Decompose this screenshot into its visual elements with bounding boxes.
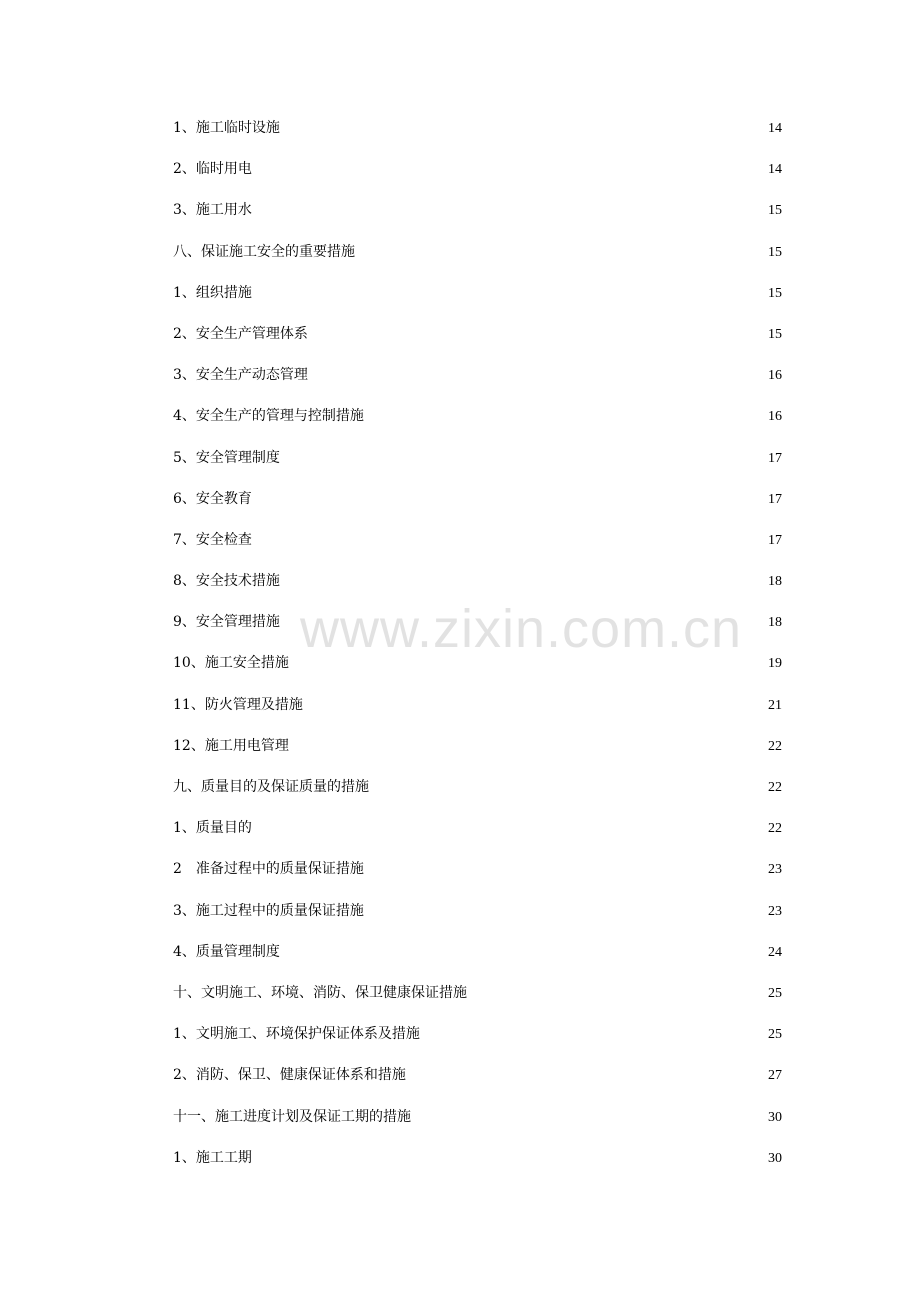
toc-entry-title: 1、施工临时设施	[173, 120, 280, 136]
toc-entry-page: 22	[768, 738, 782, 754]
toc-entry[interactable]	[173, 859, 782, 900]
toc-entry-title: 十、文明施工、环境、消防、保卫健康保证措施	[173, 984, 467, 1001]
toc-entry[interactable]	[173, 777, 782, 818]
toc-entry-page: 27	[768, 1068, 782, 1084]
toc-entry[interactable]	[173, 118, 782, 159]
toc-entry-title: 2、安全生产管理体系	[173, 325, 308, 342]
toc-entry-page: 25	[768, 1027, 782, 1043]
toc-entry-page: 15	[768, 203, 782, 219]
toc-entry-title: 1、施工工期	[173, 1149, 252, 1166]
toc-entry[interactable]	[173, 365, 782, 406]
toc-entry-title: 11、防火管理及措施	[173, 696, 303, 713]
toc-entry-title: 3、安全生产动态管理	[173, 367, 308, 384]
toc-entry[interactable]	[173, 283, 782, 324]
toc-entry-title: 2、临时用电	[173, 161, 252, 178]
toc-entry[interactable]	[173, 571, 782, 612]
toc-entry-page: 15	[768, 244, 782, 260]
toc-entry[interactable]	[173, 653, 782, 694]
toc-entry-page: 14	[768, 162, 782, 178]
toc-entry-page: 22	[768, 780, 782, 795]
toc-entry[interactable]	[173, 901, 782, 942]
toc-entry[interactable]	[173, 200, 782, 241]
toc-entry-page: 23	[768, 862, 782, 878]
toc-entry-page: 18	[768, 615, 782, 631]
toc-entry-page: 25	[768, 985, 782, 1001]
toc-entry-page: 17	[768, 491, 782, 507]
toc-entry-title: 4、安全生产的管理与控制措施	[173, 408, 364, 425]
toc-entry-title: 9、安全管理措施	[173, 614, 280, 631]
toc-entry-page: 16	[768, 409, 782, 425]
table-of-contents	[173, 118, 782, 1189]
toc-entry-page: 17	[768, 450, 782, 466]
toc-entry[interactable]	[173, 489, 782, 530]
toc-entry-title: 6、安全教育	[173, 490, 252, 507]
toc-entry-title: 九、质量目的及保证质量的措施	[173, 779, 369, 795]
toc-entry[interactable]	[173, 695, 782, 736]
toc-entry[interactable]	[173, 818, 782, 859]
toc-entry-page: 30	[768, 1109, 782, 1125]
toc-entry-title: 1、组织措施	[173, 284, 252, 301]
toc-entry-title: 5、安全管理制度	[173, 449, 280, 466]
toc-entry-page: 16	[768, 368, 782, 384]
toc-entry[interactable]	[173, 159, 782, 200]
watermark: www.zixin.com.cn	[300, 599, 743, 659]
toc-entry-title: 12、施工用电管理	[173, 737, 289, 754]
toc-entry-page: 17	[768, 532, 782, 548]
toc-entry[interactable]	[173, 324, 782, 365]
toc-entry-page: 15	[768, 285, 782, 301]
toc-entry-title: 八、保证施工安全的重要措施	[173, 243, 355, 260]
toc-entry-page: 23	[768, 903, 782, 919]
toc-entry[interactable]	[173, 1148, 782, 1189]
toc-entry[interactable]	[173, 1024, 782, 1065]
toc-entry-page: 30	[768, 1150, 782, 1166]
toc-entry-title: 4、质量管理制度	[173, 943, 280, 960]
toc-entry-title: 2、消防、保卫、健康保证体系和措施	[173, 1067, 406, 1084]
toc-entry-page: 18	[768, 574, 782, 590]
toc-entry-page: 14	[768, 121, 782, 136]
toc-entry[interactable]	[173, 530, 782, 571]
toc-entry-title: 1、质量目的	[173, 820, 252, 837]
toc-entry-page: 21	[768, 697, 782, 713]
toc-entry[interactable]	[173, 448, 782, 489]
toc-entry-title: 2 准备过程中的质量保证措施	[173, 861, 364, 878]
toc-entry[interactable]	[173, 942, 782, 983]
toc-entry[interactable]	[173, 612, 782, 653]
toc-entry-title: 8、安全技术措施	[173, 573, 280, 590]
toc-entry[interactable]	[173, 1107, 782, 1148]
toc-entry-page: 19	[768, 656, 782, 672]
toc-entry-page: 24	[768, 944, 782, 960]
toc-entry-title: 3、施工过程中的质量保证措施	[173, 902, 364, 919]
toc-entry[interactable]	[173, 736, 782, 777]
toc-entry[interactable]	[173, 1065, 782, 1106]
toc-entry[interactable]	[173, 406, 782, 447]
toc-entry-page: 22	[768, 821, 782, 837]
toc-entry-page: 15	[768, 326, 782, 342]
toc-entry-title: 7、安全检查	[173, 531, 252, 548]
toc-entry-title: 1、文明施工、环境保护保证体系及措施	[173, 1026, 420, 1043]
toc-entry-title: 10、施工安全措施	[173, 655, 289, 672]
toc-entry[interactable]	[173, 242, 782, 283]
toc-entry[interactable]	[173, 983, 782, 1024]
toc-entry-title: 3、施工用水	[173, 202, 252, 219]
toc-entry-title: 十一、施工进度计划及保证工期的措施	[173, 1108, 411, 1125]
